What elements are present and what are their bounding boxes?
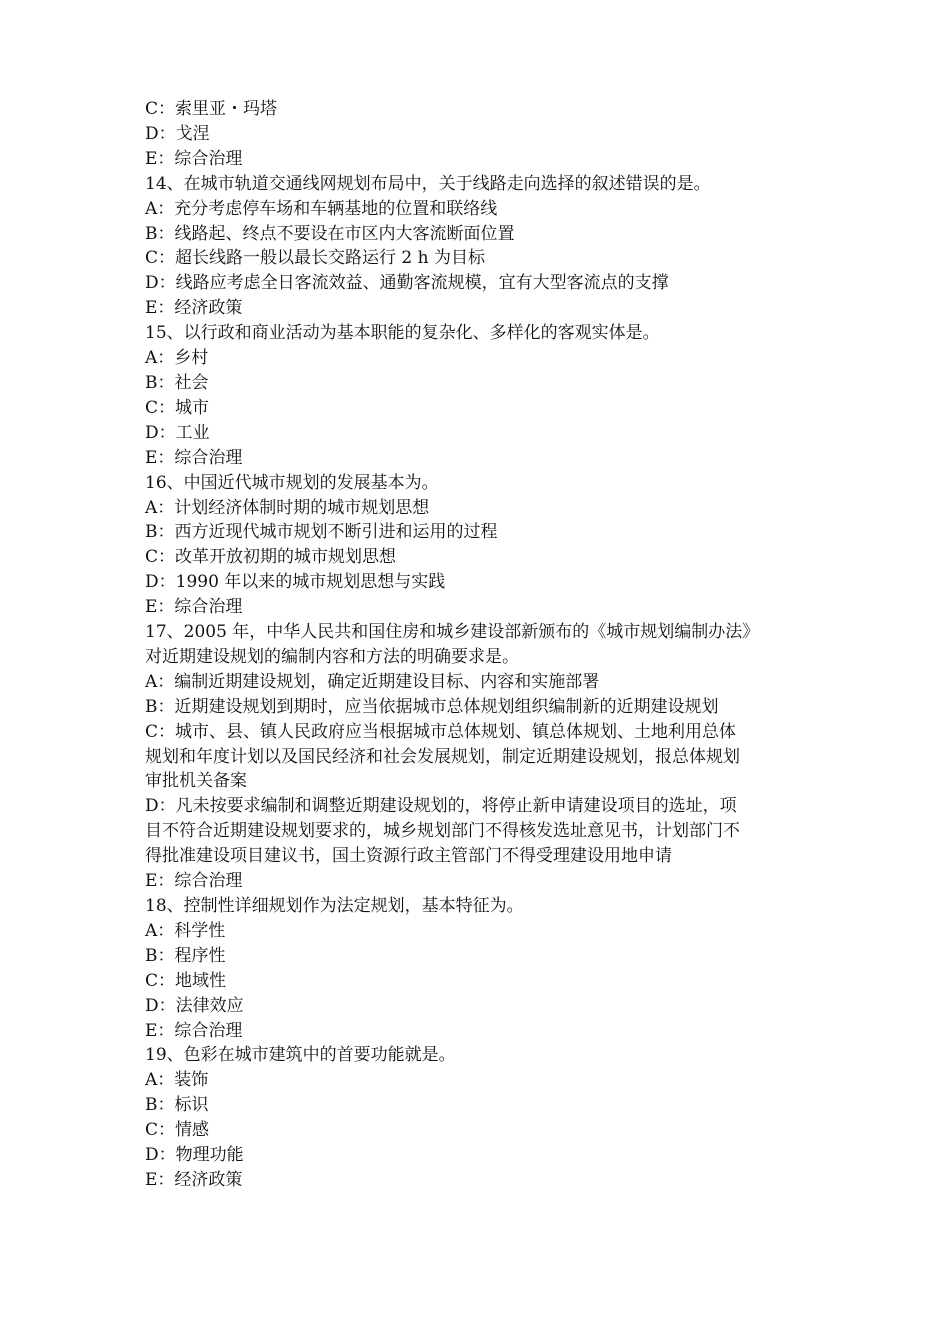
text-line: D：线路应考虑全日客流效益、通勤客流规模，宜有大型客流点的支撑: [145, 273, 669, 294]
text-line: 14、在城市轨道交通线网规划布局中，关于线路走向选择的叙述错误的是。: [145, 173, 711, 194]
text-line: D：戈涅: [145, 123, 210, 144]
text-line: 19、色彩在城市建筑中的首要功能就是。: [145, 1045, 456, 1066]
text-line: D：物理功能: [145, 1145, 244, 1166]
text-line: A：编制近期建设规划，确定近期建设目标、内容和实施部署: [145, 671, 600, 692]
text-line: E：经济政策: [145, 298, 243, 319]
text-line: E：综合治理: [145, 447, 243, 468]
text-line: C：地域性: [145, 970, 227, 991]
text-line: C：超长线路一般以最长交路运行 2 h 为目标: [145, 248, 485, 269]
text-line: B：标识: [145, 1095, 209, 1116]
text-line: B：西方近现代城市规划不断引进和运用的过程: [145, 522, 498, 543]
text-line: C：城市、县、镇人民政府应当根据城市总体规划、镇总体规划、土地利用总体: [145, 721, 737, 742]
text-line: E：综合治理: [145, 1020, 243, 1041]
text-line: B：近期建设规划到期时，应当依据城市总体规划组织编制新的近期建设规划: [145, 696, 719, 717]
text-line: E：综合治理: [145, 597, 243, 618]
text-line: 目不符合近期建设规划要求的，城乡规划部门不得核发选址意见书，计划部门不: [145, 821, 740, 842]
text-line: 17、2005 年，中华人民共和国住房和城乡建设部新颁布的《城市规划编制办法》: [145, 622, 760, 643]
question-text-block: [145, 97, 810, 1193]
text-line: D：凡未按要求编制和调整近期建设规划的，将停止新申请建设项目的选址，项: [145, 796, 737, 817]
text-line: 15、以行政和商业活动为基本职能的复杂化、多样化的客观实体是。: [145, 323, 660, 344]
text-line: C：城市: [145, 397, 210, 418]
text-line: E：经济政策: [145, 1169, 243, 1190]
text-line: C：索里亚・玛塔: [145, 99, 278, 119]
text-line: D：1990 年以来的城市规划思想与实践: [145, 572, 446, 593]
text-line: E：综合治理: [145, 871, 243, 892]
text-line: 规划和年度计划以及国民经济和社会发展规划，制定近期建设规划，报总体规划: [145, 746, 740, 767]
text-line: 16、中国近代城市规划的发展基本为。: [145, 472, 439, 493]
text-line: A：科学性: [145, 920, 226, 941]
text-line: 得批准建设项目建议书，国土资源行政主管部门不得受理建设用地申请: [145, 846, 672, 867]
text-line: 对近期建设规划的编制内容和方法的明确要求是。: [145, 646, 519, 667]
text-line: B：社会: [145, 372, 209, 393]
text-line: C：改革开放初期的城市规划思想: [145, 547, 397, 568]
text-line: A：乡村: [145, 348, 209, 369]
text-line: A：充分考虑停车场和车辆基地的位置和联络线: [145, 198, 498, 219]
text-line: A：计划经济体制时期的城市规划思想: [145, 497, 430, 518]
text-line: 18、控制性详细规划作为法定规划，基本特征为。: [145, 896, 524, 916]
text-line: C：情感: [145, 1120, 210, 1141]
text-line: 审批机关备案: [145, 771, 247, 792]
text-line: A：装饰: [145, 1070, 209, 1091]
text-line: E：综合治理: [145, 148, 243, 169]
text-line: B：程序性: [145, 945, 226, 966]
text-line: D：工业: [145, 422, 210, 443]
text-line: B：线路起、终点不要设在市区内大客流断面位置: [145, 223, 515, 244]
text-line: D：法律效应: [145, 995, 244, 1016]
